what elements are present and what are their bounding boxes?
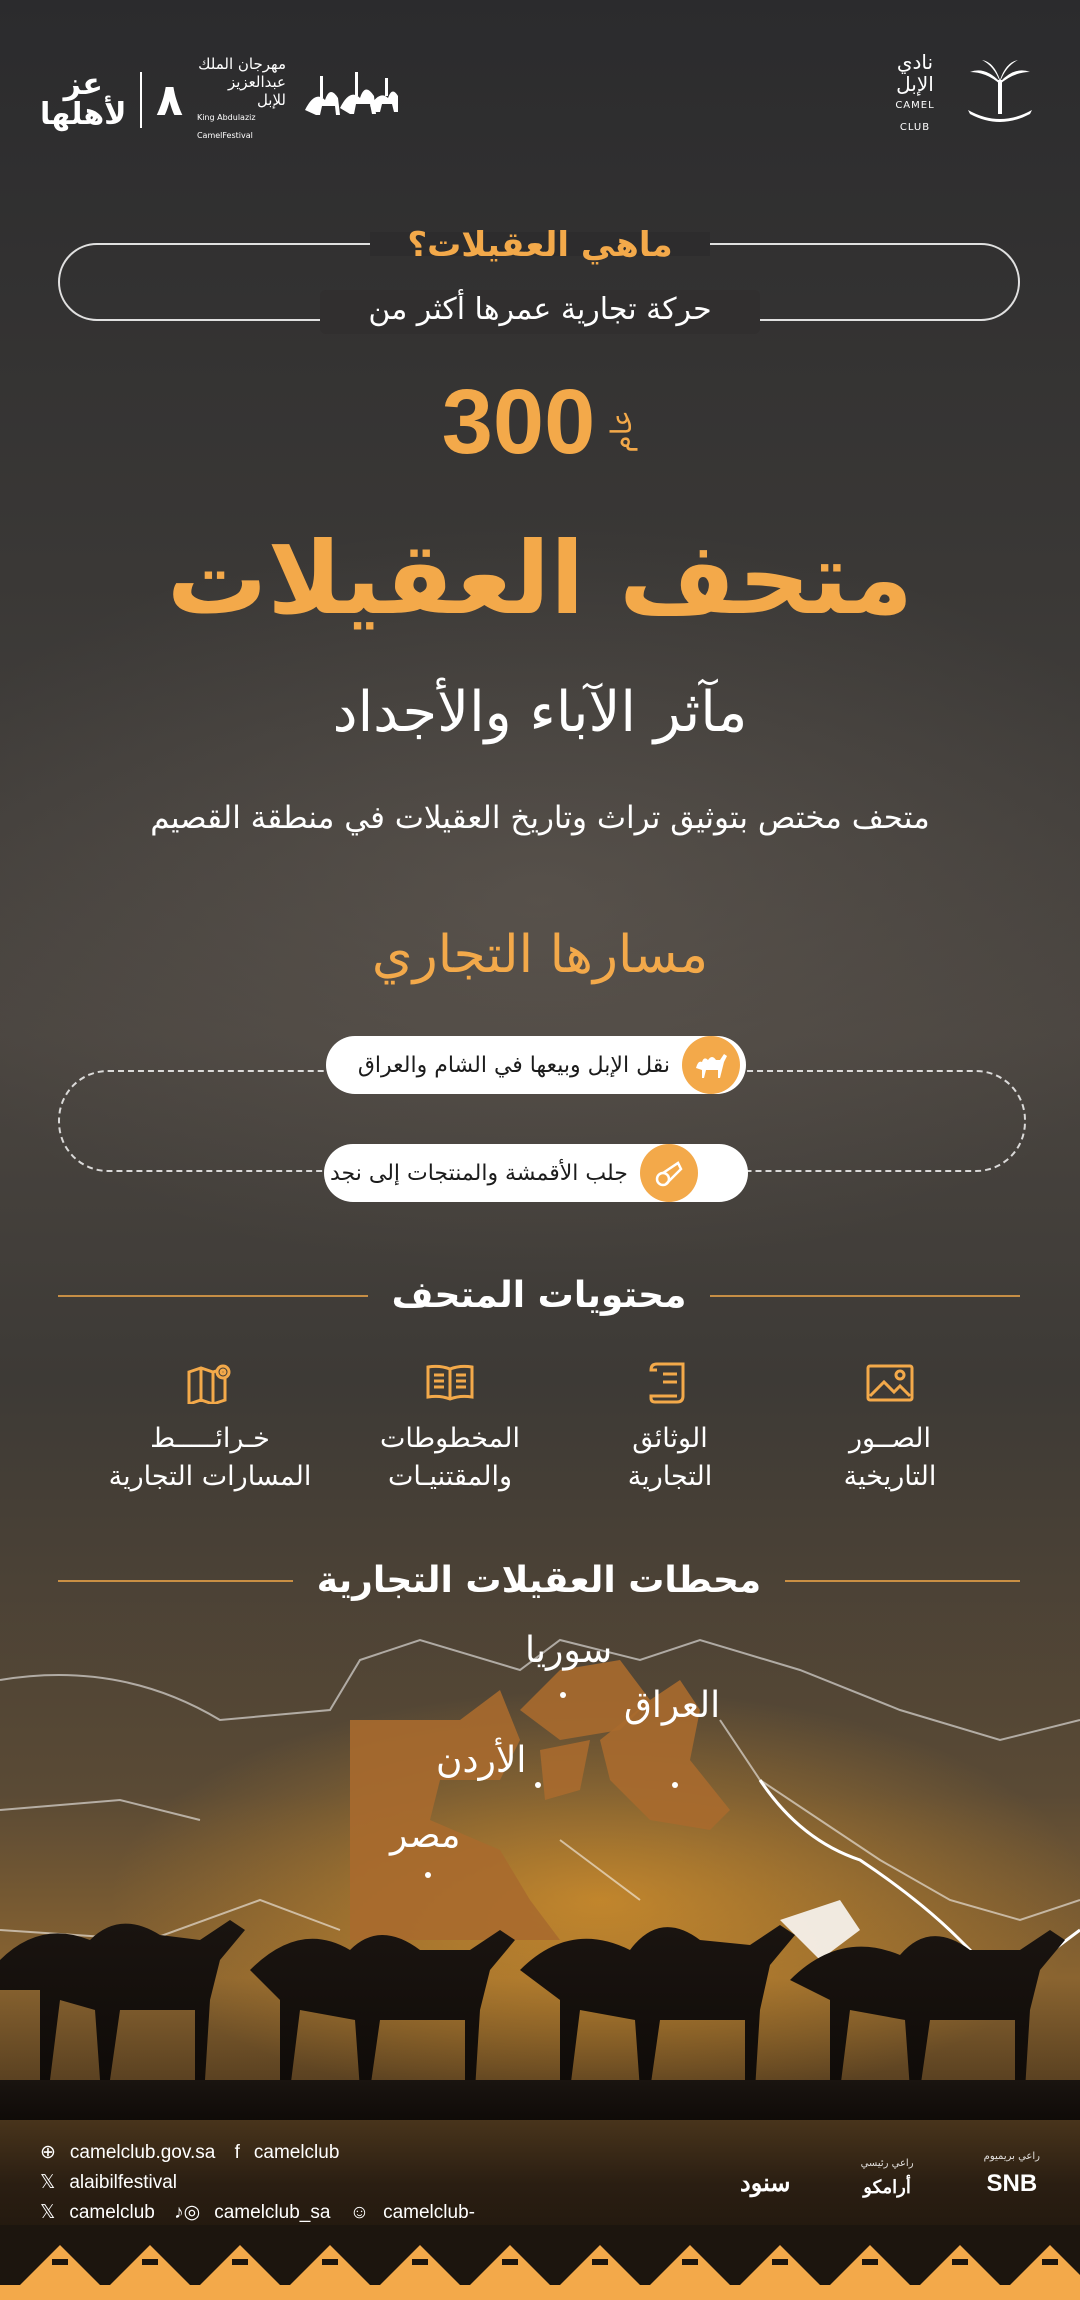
x-icon: 𝕏 <box>40 2172 56 2193</box>
club-name-en: CAMEL CLUB <box>895 100 935 133</box>
years-number: 300 <box>441 371 596 473</box>
camel-caravan-icon <box>300 70 400 130</box>
content-item-line1: المخطوطات <box>380 1423 520 1454</box>
sponsor-name: SNB <box>986 2170 1038 2197</box>
content-item-line2: التاريخية <box>843 1461 937 1492</box>
years-unit: عام <box>605 410 639 453</box>
answer-text: حركة تجارية عمرها أكثر من <box>368 292 712 327</box>
club-name <box>880 51 950 139</box>
decorative-pattern <box>0 2225 1080 2300</box>
content-item-line2: والمقتنيـات <box>387 1461 513 1492</box>
sponsor-role: راعي رئيسي <box>860 2158 914 2169</box>
x-icon: 𝕏 <box>40 2202 56 2223</box>
content-item-line2: المسارات التجارية <box>108 1461 312 1492</box>
picture-icon <box>790 1360 990 1406</box>
heading-rule <box>785 1580 1020 1582</box>
slogan-logo <box>40 67 127 132</box>
palm-swords-icon <box>960 58 1040 132</box>
festival-name-line2: عبدالعزيز للإبل <box>227 73 286 109</box>
country-label-syria: سوريا <box>525 1630 613 1671</box>
route-stop-fabrics <box>324 1144 748 1202</box>
fabric-roll-icon <box>640 1144 698 1202</box>
camel-club-logo <box>880 50 1040 135</box>
heading-rule <box>58 1580 293 1582</box>
snapchat-icon: ☺ <box>349 2202 370 2223</box>
heading-rule <box>710 1295 1020 1297</box>
facebook-link[interactable]: camelclub <box>253 2142 340 2163</box>
years-figure <box>0 370 1080 475</box>
club-name-line1: نادي <box>896 50 934 74</box>
club-name-line2: الإبل <box>896 72 934 96</box>
website-link[interactable]: camelclub.gov.sa <box>69 2142 216 2163</box>
x-festival-link[interactable]: alaibilfestival <box>69 2172 178 2193</box>
sponsor-role: راعي بريميوم <box>983 2151 1040 2162</box>
content-item-manuscripts <box>350 1360 550 1510</box>
sponsor-sanad <box>740 2161 790 2198</box>
globe-icon: ⊕ <box>40 2142 56 2163</box>
content-item-documents <box>570 1360 770 1510</box>
tiktok-instagram-icon: ♪◎ <box>174 2202 201 2223</box>
sponsor-name: سنود <box>740 2170 791 2197</box>
book-icon <box>350 1360 550 1406</box>
festival-number: ٨ <box>156 74 183 126</box>
slogan-line2: لأهلها <box>40 97 127 132</box>
heading-rule <box>58 1295 368 1297</box>
country-label-egypt: مصر <box>390 1815 461 1856</box>
content-item-line2: التجارية <box>627 1461 713 1492</box>
sponsor-name: أرامكو <box>863 2177 911 2197</box>
contents-list <box>90 1360 990 1510</box>
sponsor-main <box>861 2158 914 2198</box>
facebook-icon: f <box>234 2142 240 2163</box>
route-stop-camels <box>326 1036 746 1094</box>
contents-heading <box>58 1275 1020 1316</box>
camel-caravan-silhouette <box>0 1880 1080 2120</box>
country-label-jordan: الأردن <box>436 1740 527 1781</box>
page-description: متحف مختص بتوثيق تراث وتاريخ العقيلات في منطقة القصيم <box>150 800 930 836</box>
slogan-line1: عز <box>63 67 103 102</box>
camel-icon <box>682 1036 740 1094</box>
content-item-line1: الصــور <box>849 1423 931 1454</box>
stations-title: محطات العقيلات التجارية <box>316 1560 762 1601</box>
scroll-icon <box>570 1360 770 1406</box>
route-stop-label: نقل الإبل وبيعها في الشام والعراق <box>357 1052 670 1078</box>
content-item-photos <box>790 1360 990 1510</box>
content-item-maps <box>90 1360 330 1510</box>
logo-divider <box>140 72 142 128</box>
page-title: متحف العقيلات <box>166 520 914 637</box>
festival-name <box>197 55 286 145</box>
x-club-link[interactable]: camelclub <box>69 2202 155 2223</box>
festival-name-en: King Abdulaziz CamelFestival <box>196 113 256 140</box>
page-subtitle: مآثر الآباء والأجداد <box>332 680 748 745</box>
content-item-line1: الوثائق <box>632 1423 708 1454</box>
contents-title: محتويات المتحف <box>391 1275 687 1316</box>
sponsors-bar <box>740 2128 1040 2198</box>
content-item-line1: خـرائـــــط <box>150 1423 270 1454</box>
festival-logo <box>40 55 400 140</box>
question-title: ماهي العقيلات؟ <box>407 225 673 265</box>
sponsor-premium <box>984 2151 1040 2198</box>
tiktok-instagram-link[interactable]: camelclub_sa <box>214 2202 331 2223</box>
jordan-region <box>540 1740 590 1800</box>
trade-route-title: مسارها التجاري <box>371 925 709 985</box>
stations-heading <box>58 1560 1020 1601</box>
festival-name-line1: مهرجان الملك <box>198 55 286 73</box>
map-pin-icon <box>90 1360 330 1406</box>
country-label-iraq: العراق <box>624 1685 721 1726</box>
snapchat-link[interactable]: camelclub- <box>383 2202 475 2223</box>
route-stop-label: جلب الأقمشة والمنتجات إلى نجد <box>330 1160 628 1186</box>
